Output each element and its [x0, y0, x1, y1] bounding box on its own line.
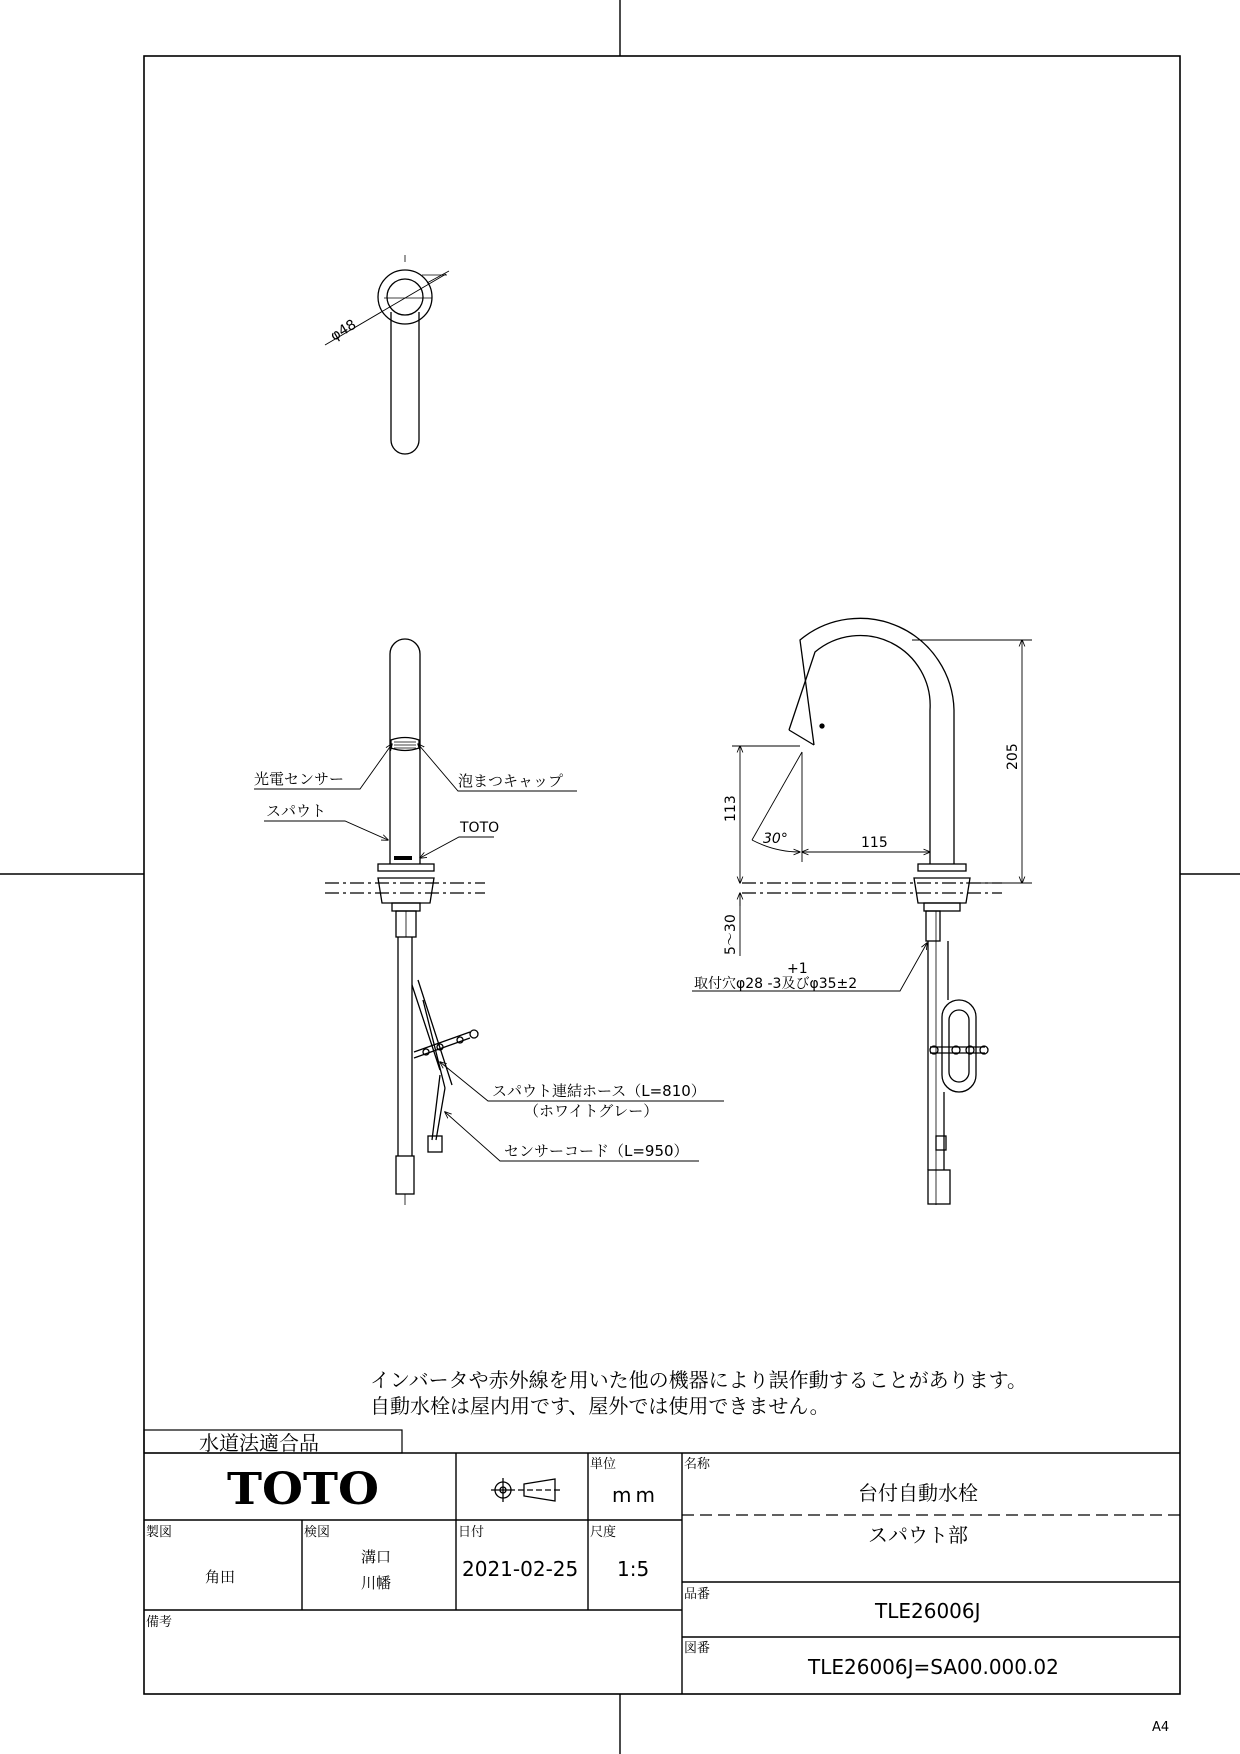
- note-line-2: 自動水栓は屋内用です、屋外では使用できません。: [370, 1394, 830, 1418]
- dim-outlet-113: 113: [723, 795, 739, 822]
- part-no-caption: 品番: [684, 1587, 711, 1602]
- checked-by-1: 溝口: [361, 1548, 392, 1566]
- label-photo-sensor: 光電センサー: [254, 770, 345, 788]
- label-spout-hose: スパウト連結ホース（L=810）: [492, 1082, 706, 1100]
- certification-label: 水道法適合品: [199, 1431, 319, 1455]
- drawn-caption: 製図: [146, 1525, 173, 1540]
- label-sensor-cord: センサーコード（L=950）: [504, 1142, 689, 1160]
- third-angle-projection-icon: [491, 1478, 560, 1502]
- side-view-dimensions: [692, 640, 1032, 991]
- sheet-size: A4: [1152, 1720, 1170, 1735]
- label-foam-cap: 泡まつキャップ: [458, 772, 564, 790]
- checked-caption: 検図: [304, 1525, 331, 1540]
- date-value: 2021-02-25: [462, 1557, 579, 1581]
- drawing-no: TLE26006J=SA00.000.02: [808, 1655, 1059, 1679]
- side-view: [742, 618, 1002, 1205]
- dim-tolerance-plus: +1: [787, 961, 808, 977]
- name-caption: 名称: [684, 1457, 711, 1472]
- date-caption: 日付: [458, 1525, 485, 1540]
- dim-diameter-top: φ48: [327, 316, 360, 345]
- unit-value: mm: [612, 1483, 659, 1507]
- label-toto-badge: TOTO: [460, 820, 500, 836]
- dim-counter-5-30: 5～30: [723, 914, 739, 955]
- dim-mounting-hole: 取付穴φ28 -3及びφ35±2: [694, 976, 858, 992]
- part-name: スパウト部: [868, 1523, 968, 1547]
- product-name: 台付自動水栓: [858, 1481, 978, 1505]
- remarks-caption: 備考: [146, 1615, 173, 1630]
- note-line-1: インバータや赤外線を用いた他の機器により誤作動することがあります。: [370, 1368, 1027, 1392]
- dim-angle-30: 30°: [763, 831, 788, 847]
- label-hose-color: （ホワイトグレー）: [524, 1102, 659, 1120]
- scale-value: 1:5: [617, 1557, 650, 1581]
- scale-caption: 尺度: [590, 1525, 617, 1540]
- checked-by-2: 川幡: [361, 1574, 392, 1592]
- part-no: TLE26006J: [875, 1599, 981, 1623]
- toto-logo: TOTO: [227, 1464, 379, 1515]
- drawing-no-caption: 図番: [684, 1641, 711, 1656]
- front-view: [325, 639, 485, 1205]
- unit-caption: 単位: [590, 1457, 617, 1472]
- label-spout: スパウト: [266, 802, 327, 820]
- drawn-by: 角田: [205, 1568, 236, 1586]
- dim-height-205: 205: [1005, 743, 1021, 770]
- dim-reach-115: 115: [861, 835, 888, 851]
- top-view: [325, 255, 449, 454]
